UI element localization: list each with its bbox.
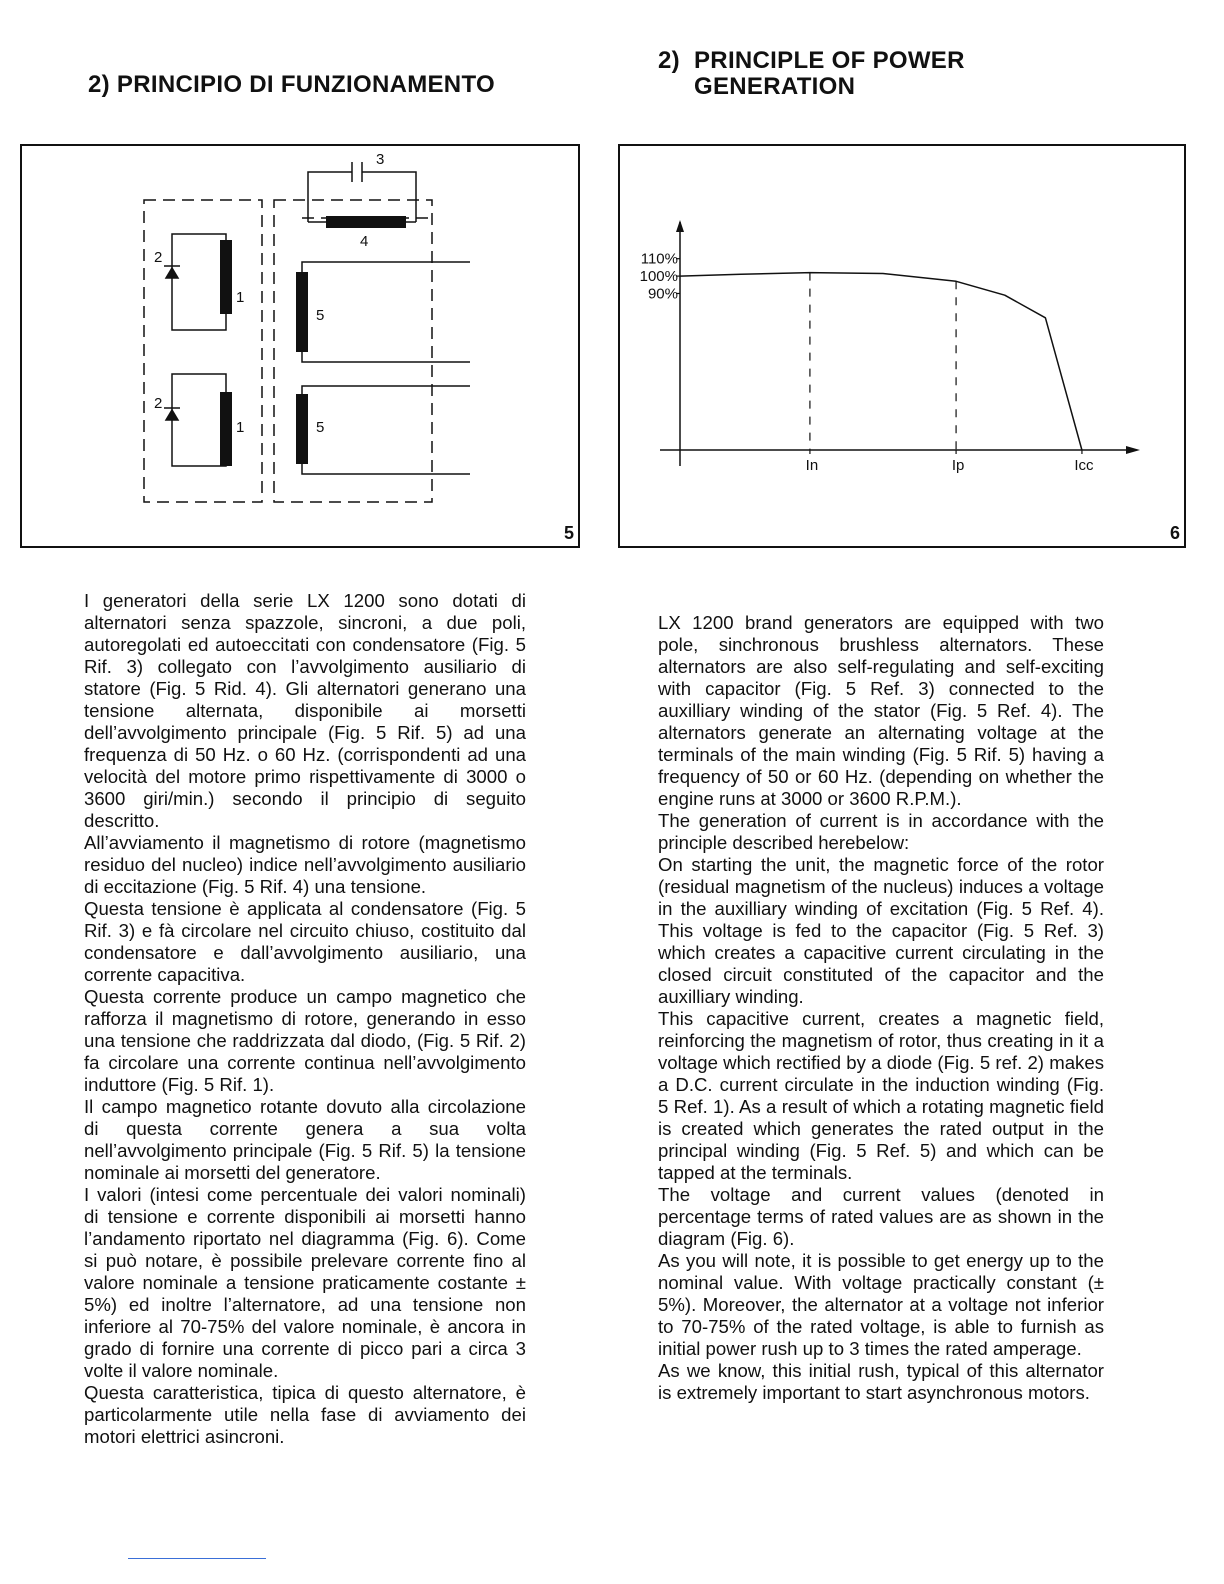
diode-top-icon	[166, 268, 178, 278]
x-axis-arrow-icon	[1126, 446, 1140, 454]
figure-5-number: 5	[563, 523, 574, 543]
rotor-winding-bottom	[220, 392, 232, 466]
english-paragraph-5: The voltage and current values (denoted in percentage terms of rated values are as shown in the diagram (Fig. 6).	[658, 1184, 1104, 1249]
chart-svg	[620, 146, 1184, 546]
main-winding-top-wires	[302, 262, 470, 362]
x-tick-label: In	[805, 457, 819, 474]
rotor-loop-top	[172, 234, 226, 330]
it-p1-end: sono dotati di alternatori senza spazzole, sincroni, a due poli, autoregolati ed autoeccitati con condensatore (Fig. 5 Rif. 3) collegato con l’avvolgimento ausiliario di statore (Fig. 5 Rid. 4). Gli alternatori generano una tensione alternata, disponibile ai morsetti dell’avvolgimento principale (Fig. 5 Rif. 5) ad una frequenza di 50 Hz. o 60 Hz. (corrispondenti ad una velocità del motore primo rispettivamente di 3000 o 3600 giri/min.) secondo il principio di seguito descritto.	[84, 590, 526, 831]
heading-english	[658, 48, 965, 100]
label-main-winding-top: 5	[316, 307, 325, 324]
aux-winding-block	[326, 216, 406, 228]
main-winding-bottom-wires	[302, 386, 470, 474]
figure-5-circuit-diagram	[20, 144, 580, 548]
diode-bottom-icon	[166, 410, 178, 420]
footer-rule	[128, 1558, 266, 1559]
english-paragraph-1: LX 1200 brand generators are equipped with two pole, sinchronous brushless alternators. These alternators are also self-regulating and self-exciting with capacitor (Fig. 5 Ref. 3) connected to the auxilliary winding of the stator (Fig. 5 Ref. 4). The alternators generate an alternating voltage at the terminals of the main winding (Fig. 5 Rif. 5) having a frequency of 50 or 60 Hz. (depending on whether the engine runs at 3000 or 3600 R.P.M.).	[658, 612, 1104, 809]
y-tick-label: 90%	[647, 285, 678, 303]
italian-paragraph-7: Questa caratteristica, tipica di questo alternatore, è particolarmente utile nella fase di avviamento dei motori elettrici asincroni.	[84, 1382, 526, 1447]
english-paragraph-7: As we know, this initial rush, typical of this alternator is extremely important to start asynchronous motors.	[658, 1360, 1104, 1403]
x-tick-label: Icc	[1074, 457, 1094, 474]
y-axis-arrow-icon	[676, 220, 684, 232]
italian-paragraph-1	[84, 590, 526, 832]
english-paragraph-3: On starting the unit, the magnetic force of the rotor (residual magnetism of the nucleus) induces a voltage in the auxilliary winding of excitation (Fig. 5 Ref. 4). This voltage is fed to the capacitor (Fig. 5 Ref. 3) which creates a capacitive current circulating in the closed circuit constituted of the capacitor and the auxilliary winding.	[658, 854, 1104, 1007]
label-diode-top: 2	[154, 249, 163, 266]
main-winding-bottom	[296, 394, 308, 464]
italian-paragraph-3: Questa tensione è applicata al condensatore (Fig. 5 Rif. 3) e fà circolare nel circuito chiuso, costituito dal condensatore e dall’avvolgimento ausiliario, una corrente capacitiva.	[84, 898, 526, 985]
label-aux-winding: 4	[360, 233, 369, 250]
english-paragraph-6: As you will note, it is possible to get energy up to the nominal value. With voltage practically constant (± 5%). Moreover, the alternator at a voltage not inferior to 70-75% of the rated voltage, is able to furnish as initial power rush up to 3 times the rated amperage.	[658, 1250, 1104, 1359]
label-rotor-winding-top: 1	[236, 289, 245, 306]
it-p1-start: I generatori della serie	[84, 590, 308, 611]
italian-paragraph-5: Il campo magnetico rotante dovuto alla circolazione di questa corrente genera a sua volta nell’avvolgimento principale (Fig. 5 Rif. 5) la tensione nominale ai morsetti del generatore.	[84, 1096, 526, 1183]
main-winding-top	[296, 272, 308, 352]
it-p1-model: LX 1200	[307, 590, 385, 611]
rotor-loop-bottom	[172, 374, 226, 466]
heading-italian: 2) PRINCIPIO DI FUNZIONAMENTO	[88, 71, 495, 98]
heading-english-number: 2)	[658, 47, 680, 74]
english-text-column	[658, 612, 1104, 1404]
voltage-curve	[680, 273, 1082, 450]
rotor-winding-top	[220, 240, 232, 314]
rotor-dashed-box	[144, 200, 262, 502]
y-tick-label: 110%	[640, 250, 678, 268]
english-paragraph-2: The generation of current is in accordance with the principle described herebelow:	[658, 810, 1104, 853]
heading-english-line2: GENERATION	[694, 73, 856, 100]
heading-english-line1: PRINCIPLE OF POWER	[694, 47, 965, 74]
circuit-svg	[22, 146, 578, 546]
english-paragraph-4: This capacitive current, creates a magnetic field, reinforcing the magnetism of rotor, thus creating in it a voltage which rectified by a diode (Fig. 5 ref. 2) makes a D.C. current circulate in the induction winding (Fig. 5 Ref. 1). As a result of which a rotating magnetic field is created which generates the rated output in the principal winding (Fig. 5 Ref. 5) and which can be tapped at the terminals.	[658, 1008, 1104, 1183]
label-rotor-winding-bottom: 1	[236, 419, 245, 436]
italian-paragraph-4: Questa corrente produce un campo magnetico che rafforza il magnetismo di rotore, generando in esso una tensione che raddrizzata dal diodo, (Fig. 5 Rif. 2) fa circolare una corrente continua nell’avvolgimento induttore (Fig. 5 Rif. 1).	[84, 986, 526, 1095]
label-capacitor: 3	[376, 151, 385, 168]
label-diode-bottom: 2	[154, 395, 163, 412]
italian-paragraph-6: I valori (intesi come percentuale dei valori nominali) di tensione e corrente disponibili ai morsetti hanno l’andamento riportato nel diagramma (Fig. 6). Come si può notare, è possibile prelevare corrente fino al valore nominale a tensione praticamente costante ± 5%) ed inoltre l’alternatore, ad una tensione non inferiore al 70-75% del valore nominale, è ancora in grado di fornire una corrente di picco pari a circa 3 volte il valore nominale.	[84, 1184, 526, 1381]
italian-text-column	[84, 590, 526, 1448]
label-main-winding-bottom: 5	[316, 419, 325, 436]
italian-paragraph-2: All’avviamento il magnetismo di rotore (magnetismo residuo del nucleo) indice nell’avvolgimento ausiliario di eccitazione (Fig. 5 Rif. 4) una tensione.	[84, 832, 526, 897]
y-tick-label: 100%	[639, 268, 678, 286]
x-tick-label: Ip	[951, 457, 965, 474]
figure-6-number: 6	[1169, 523, 1180, 543]
figure-6-chart	[618, 144, 1186, 548]
